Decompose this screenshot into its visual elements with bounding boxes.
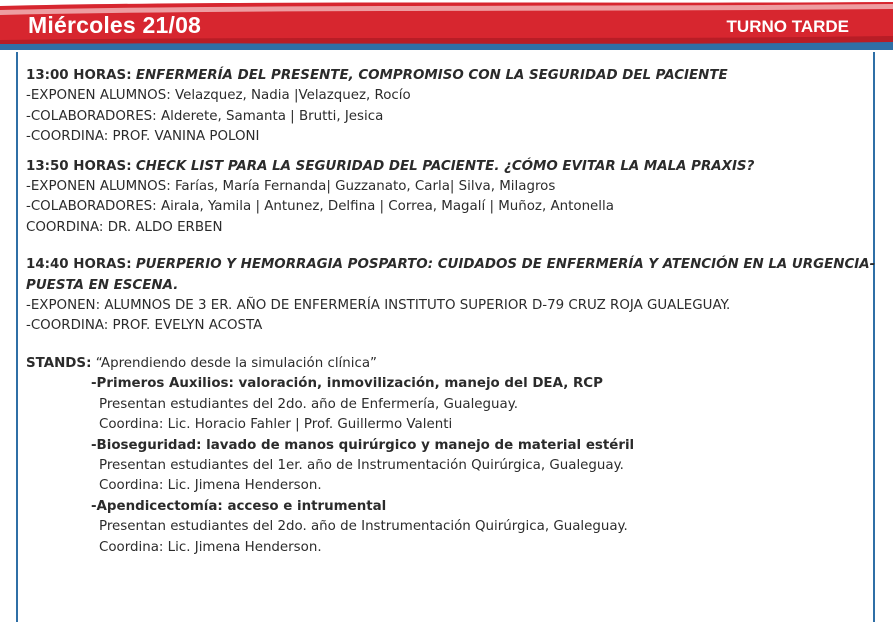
stands-subtitle: “Aprendiendo desde la simulación clínica”: [95, 355, 377, 371]
session-coordina: -COORDINA: PROF. VANINA POLONI: [26, 129, 260, 145]
stands-label: STANDS:: [26, 355, 92, 371]
session-colaboradores: -COLABORADORES: Alderete, Samanta | Brutti, Jesica: [26, 108, 384, 124]
session-title-continued: [26, 276, 876, 296]
session-topic: CHECK LIST PARA LA SEGURIDAD DEL PACIENTE. ¿CÓMO EVITAR LA MALA PRAXIS?: [135, 158, 755, 174]
stand-presenters: Presentan estudiantes del 1er. año de Instrumentación Quirúrgica, Gualeguay.: [99, 457, 624, 473]
stand-title: -Apendicectomía: acceso e intrumental: [91, 498, 387, 514]
session-2: [26, 157, 876, 239]
session-title: [26, 255, 876, 275]
session-coordina: -COORDINA: PROF. EVELYN ACOSTA: [26, 318, 263, 334]
session-time: 13:00 HORAS:: [26, 68, 132, 83]
session-colaboradores: -COLABORADORES: Airala, Yamila | Antunez, Delfina | Correa, Magalí | Muñoz, Antonella: [26, 199, 614, 215]
session-coordina: COORDINA: DR. ALDO ERBEN: [26, 219, 223, 235]
session-time: 14:40 HORAS:: [26, 257, 132, 273]
session-topic: PUERPERIO Y HEMORRAGIA POSPARTO: CUIDADOS DE ENFERMERÍA Y ATENCIÓN EN LA URGENCIA-: [135, 257, 876, 273]
stand-title: -Primeros Auxilios: valoración, inmovilización, manejo del DEA, RCP: [91, 376, 603, 392]
stand-presenters: Presentan estudiantes del 2do. año de Enfermería, Gualeguay.: [99, 396, 519, 412]
stand-coordina: Coordina: Lic. Jimena Henderson.: [99, 478, 322, 494]
stand-coordina: Coordina: Lic. Jimena Henderson.: [99, 539, 322, 555]
stand-item: [91, 374, 876, 435]
stand-item: [91, 497, 876, 558]
session-topic: ENFERMERÍA DEL PRESENTE, COMPROMISO CON LA SEGURIDAD DEL PACIENTE: [135, 68, 728, 83]
stand-presenters: Presentan estudiantes del 2do. año de Instrumentación Quirúrgica, Gualeguay.: [99, 519, 628, 535]
stands-header: [26, 354, 876, 374]
session-title: [26, 66, 876, 86]
stands-section: [26, 354, 876, 558]
session-title: [26, 157, 876, 177]
header-turno: TURNO TARDE: [726, 17, 849, 36]
session-exponen: -EXPONEN: ALUMNOS DE 3 ER. AÑO DE ENFERMERÍA INSTITUTO SUPERIOR D-79 CRUZ ROJA GUALEGUAY.: [26, 298, 731, 314]
session-1: [26, 66, 876, 148]
session-time: 13:50 HORAS:: [26, 158, 132, 174]
stand-coordina: Coordina: Lic. Horacio Fahler | Prof. Guillermo Valenti: [99, 417, 453, 433]
stand-title: -Bioseguridad: lavado de manos quirúrgico y manejo de material estéril: [91, 437, 635, 453]
stand-item: [91, 436, 876, 497]
session-exponen: -EXPONEN ALUMNOS: Velazquez, Nadia |Velazquez, Rocío: [26, 88, 411, 104]
schedule-content: [26, 66, 876, 558]
session-topic-cont: PUESTA EN ESCENA.: [26, 277, 179, 293]
header-day: Miércoles 21/08: [28, 12, 202, 38]
session-exponen: -EXPONEN ALUMNOS: Farías, María Fernanda| Guzzanato, Carla| Silva, Milagros: [26, 179, 556, 195]
header-banner: [0, 0, 893, 50]
session-3: [26, 255, 876, 337]
